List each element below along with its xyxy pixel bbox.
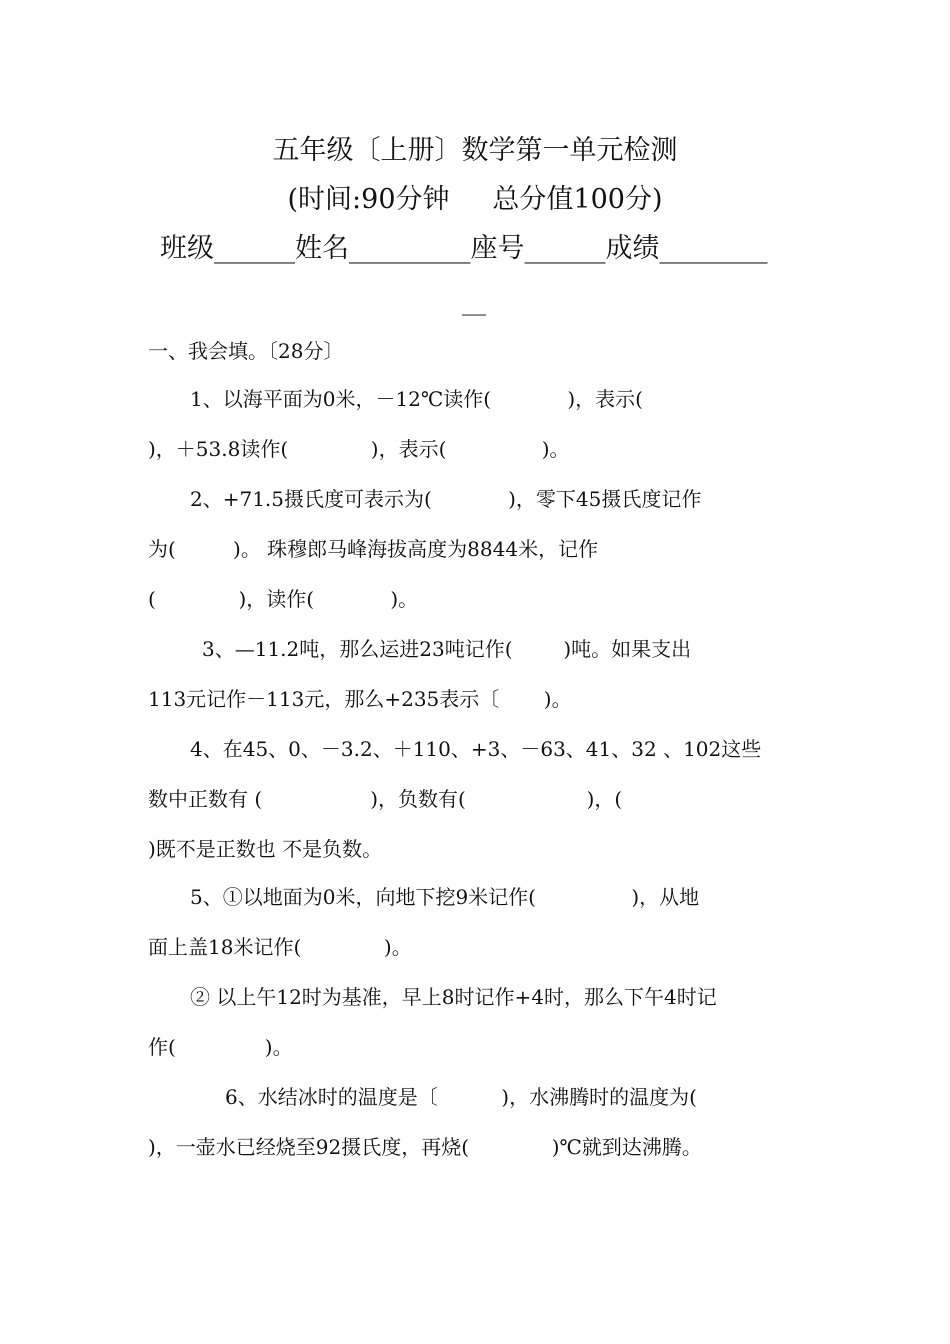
question-4-line-3: )既不是正数也 不是负数。 [148,837,383,861]
question-4-line-2: 数中正数有 ( )，负数有( )，( [148,787,623,811]
question-6-line-1: 6、水结冰时的温度是〔 )，水沸腾时的温度为( [225,1085,697,1109]
question-3-line-1: 3、—11.2吨，那么运进23吨记作( )吨。如果支出 [202,637,692,661]
question-2-line-2: 为( )。 珠穆郎马峰海拔高度为8844米，记作 [148,537,599,561]
question-5-line-4: 作( )。 [148,1035,293,1059]
question-2-line-1: 2、+71.5摄氏度可表示为( )，零下45摄氏度记作 [190,487,702,511]
student-info-continuation: __ [462,288,486,316]
question-5-line-1: 5、①以地面为0米，向地下挖9米记作( )，从地 [190,885,700,909]
section-heading: 一、我会填。〔28分〕 [148,339,344,363]
question-2-line-3: ( )，读作( )。 [148,587,419,611]
question-5-line-3: ② 以上午12时为基准，早上8时记作+4时，那么下午4时记 [190,985,717,1009]
exam-title: 五年级〔上册〕数学第一单元检测 [272,135,678,166]
exam-subtitle: (时间:90分钟 总分值100分) [287,184,663,215]
student-info-line: 班级______姓名_________座号______成绩________ [160,233,768,264]
question-1-line-1: 1、以海平面为0米，－12℃读作( )，表示( [190,387,643,411]
question-3-line-2: 113元记作－113元，那么+235表示〔 )。 [148,687,572,711]
question-1-line-2: )，＋53.8读作( )，表示( )。 [148,437,570,461]
question-5-line-2: 面上盖18米记作( )。 [148,935,412,959]
question-4-line-1: 4、在45、0、－3.2、＋110、+3、－63、41、32 、102这些 [190,737,762,761]
question-6-line-2: )，一壶水已经烧至92摄氏度，再烧( )℃就到达沸腾。 [148,1135,702,1159]
